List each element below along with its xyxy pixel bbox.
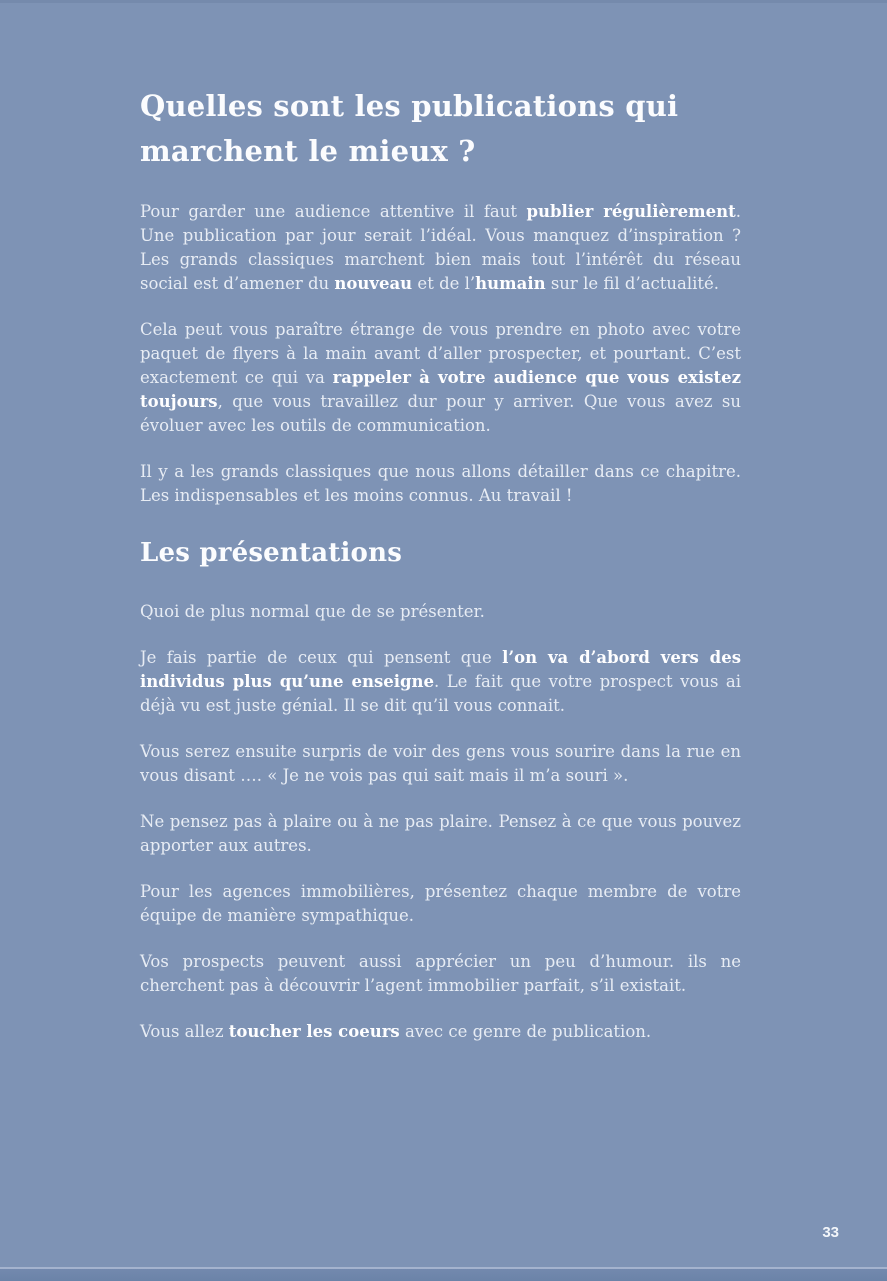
text-run: avec ce genre de publication.	[399, 1022, 652, 1041]
paragraph-presentation-2	[140, 646, 741, 718]
page-content	[140, 84, 741, 1066]
text-run: Cela peut vous paraître étrange de vous prendre en photo avec votre paquet de flyers à la main avant d’aller prospecter, et pourtant. C’est exactement ce qui va	[140, 320, 741, 387]
text-run: l’on va d’abord vers des individus plus qu’une enseigne	[140, 648, 741, 691]
paragraph-presentation-1	[140, 600, 741, 624]
text-run: Vous allez	[140, 1022, 229, 1041]
text-run: toucher les coeurs	[228, 1022, 400, 1041]
main-heading: Quelles sont les publications qui marchent le mieux ?	[140, 89, 679, 168]
paragraph-intro-3	[140, 460, 741, 508]
text-run: Pour les agences immobilières, présentez chaque membre de votre équipe de manière sympathique.	[140, 882, 741, 925]
text-run: Quoi de plus normal que de se présenter.	[140, 602, 485, 621]
text-run: Vos prospects peuvent aussi apprécier un peu d’humour. ils ne cherchent pas à découvrir l’agent immobilier parfait, s’il existait.	[140, 952, 741, 995]
paragraph-intro-1	[140, 200, 741, 296]
paragraph-presentation-5	[140, 880, 741, 928]
text-run: . Une publication par jour serait l’idéal. Vous manquez d’inspiration ? Les grands classiques marchent bien mais tout l’intérêt du réseau social est d’amener du	[140, 202, 741, 293]
text-run: rappeler à votre audience que vous existez toujours	[140, 368, 741, 411]
text-run: sur le fil d’actualité.	[545, 274, 720, 293]
page-bottom-edge	[0, 1269, 887, 1281]
text-run: Pour garder une audience attentive il faut	[140, 202, 527, 221]
text-run: Je fais partie de ceux qui pensent que	[140, 648, 503, 667]
paragraph-presentation-7	[140, 1020, 741, 1044]
text-run: Il y a les grands classiques que nous allons détailler dans ce chapitre. Les indispensables et les moins connus. Au travail !	[140, 462, 741, 505]
text-run: nouveau	[334, 274, 413, 293]
text-run: publier régulièrement	[526, 202, 736, 221]
paragraph-intro-2	[140, 318, 741, 438]
text-run: . Le fait que votre prospect vous ai déjà vu est juste génial. Il se dit qu’il vous connait.	[140, 672, 741, 715]
sub-heading-presentations: Les présentations	[140, 538, 403, 568]
paragraph-presentation-3	[140, 740, 741, 788]
paragraph-presentation-4	[140, 810, 741, 858]
text-run: Ne pensez pas à plaire ou à ne pas plaire. Pensez à ce que vous pouvez apporter aux autres.	[140, 812, 741, 855]
page-top-edge	[0, 0, 887, 3]
text-run: humain	[475, 274, 546, 293]
page-number: 33	[822, 1224, 839, 1241]
text-run: et de l’	[412, 274, 476, 293]
text-run: Vous serez ensuite surpris de voir des gens vous sourire dans la rue en vous disant …. « Je ne vois pas qui sait mais il m’a souri ».	[140, 742, 741, 785]
text-run: , que vous travaillez dur pour y arriver. Que vous avez su évoluer avec les outils de communication.	[140, 392, 741, 435]
paragraph-presentation-6	[140, 950, 741, 998]
